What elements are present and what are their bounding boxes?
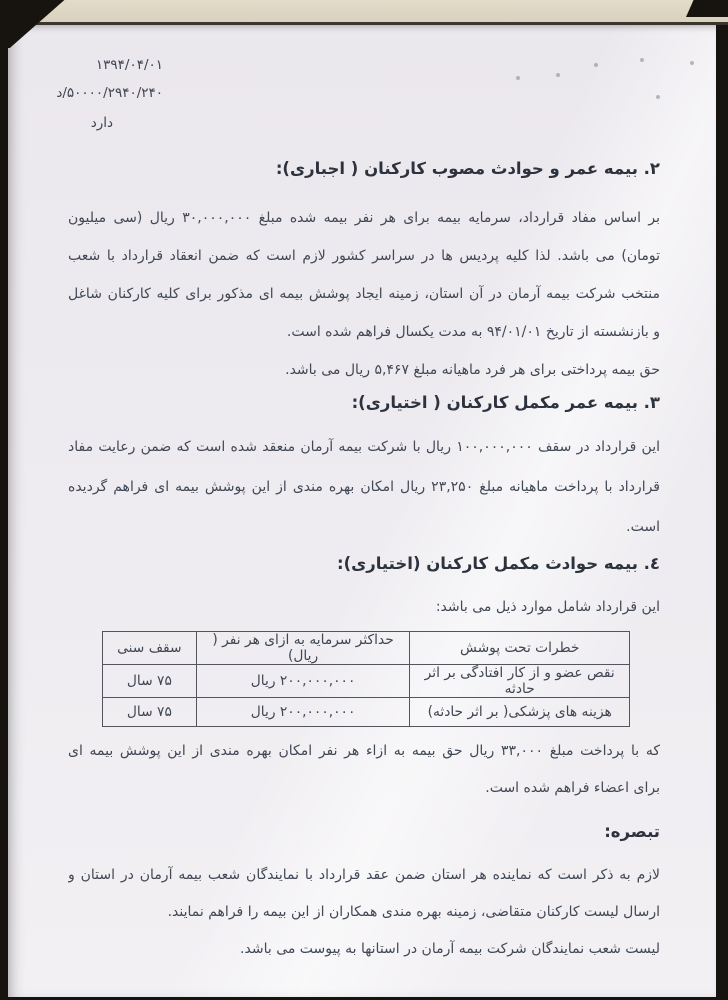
section-2-title: ۲. بیمه عمر و حوادث مصوب کارکنان ( اجباری): [275,159,660,178]
remark-paragraph [68,857,660,968]
paragraph-line: تومان) می باشد. لذا کلیه پردیس ها در سراسر کشور لازم است که ضمن انعقاد قرارداد با شعب [68,248,660,264]
header-max-capital: حداکثر سرمایه به ازای هر نفر ( ریال) [196,632,410,665]
dust-mark [656,95,660,99]
coverage-table [102,631,630,727]
age-cell: ۷۵ سال [103,698,197,727]
paper-sheet [8,25,716,997]
capital-cell: ۲۰۰,۰۰۰,۰۰۰ ریال [196,665,410,698]
letter-attachment-status: دارد [90,115,113,131]
risk-cell: نقص عضو و از کار افتادگی بر اثر حادثه [410,665,630,698]
table-row [103,698,630,727]
paragraph-line: لیست شعب نمایندگان شرکت بیمه آرمان در استانها به پیوست می باشد. [240,941,660,957]
section-4-note [68,733,660,807]
paragraph-line: و بازنشسته از تاریخ ۹۴/۰۱/۰۱ به مدت یکسال فراهم شده است. [286,324,660,340]
dust-mark [690,61,694,65]
paragraph-line: برای اعضاء فراهم شده است. [485,780,660,796]
dust-mark [516,76,520,80]
risk-cell: هزینه های پزشکی( بر اثر حادثه) [410,698,630,727]
section-2-paragraph [68,199,660,389]
section-4-title: ٤. بیمه حوادث مکمل کارکنان (اختیاری): [336,554,660,573]
section-4-intro: این قرارداد شامل موارد ذیل می باشد: [435,599,660,615]
paragraph-line: ارسال لیست کارکنان متقاضی، زمینه بهره مندی همکاران از این بیمه را فراهم نمایند. [167,904,660,920]
paragraph-line: که با پرداخت مبلغ ۳۳,۰۰۰ ریال حق بیمه به ازاء هر نفر امکان بهره مندی از این پوشش بیمه ای [68,743,660,759]
letter-number: د/۵۰۰۰۰/۲۹۴۰/۲۴۰ [56,85,163,101]
section-3-title: ۳. بیمه عمر مکمل کارکنان ( اختیاری): [351,393,660,412]
paragraph-line: بر اساس مفاد قرارداد، سرمایه بیمه برای هر نفر بیمه شده مبلغ ۳۰,۰۰۰,۰۰۰ ریال (سی میلیون [68,210,660,226]
dust-mark [556,73,560,77]
table-header-row [103,632,630,665]
paragraph-line: لازم به ذکر است که نماینده هر استان ضمن عقد قرارداد با نمایندگان شعب بیمه آرمان در استان و [68,867,660,883]
section-3-paragraph [68,427,660,547]
capital-cell: ۲۰۰,۰۰۰,۰۰۰ ریال [196,698,410,727]
table-row [103,665,630,698]
header-age-ceiling: سقف سنی [103,632,197,665]
remark-title: تبصره: [604,822,660,841]
header-covered-risks: خطرات تحت پوشش [410,632,630,665]
paragraph-line: قرارداد با پرداخت ماهیانه مبلغ ۲۳,۲۵۰ ریال امکان بهره مندی از این پوشش بیمه ای فراهم گردیده [68,479,660,495]
paragraph-line: این قرارداد در سقف ۱۰۰,۰۰۰,۰۰۰ ریال با شرکت بیمه آرمان منعقد شده است که ضمن رعایت مفاد [68,439,660,455]
letter-body [68,157,660,968]
scanner-bed-strip [0,0,728,24]
age-cell: ۷۵ سال [103,665,197,698]
letter-date: ۱۳۹۴/۰۴/۰۱ [95,57,163,73]
paragraph-line: حق بیمه پرداختی برای هر فرد ماهیانه مبلغ ۵,۴۶۷ ریال می باشد. [285,362,660,378]
paragraph-line: است. [626,519,660,535]
dust-mark [594,63,598,67]
dust-mark [640,58,644,62]
paragraph-line: منتخب شرکت بیمه آرمان در آن استان، زمینه ایجاد پوشش بیمه ای مذکور برای کلیه کارکنان شاغل [68,286,660,302]
